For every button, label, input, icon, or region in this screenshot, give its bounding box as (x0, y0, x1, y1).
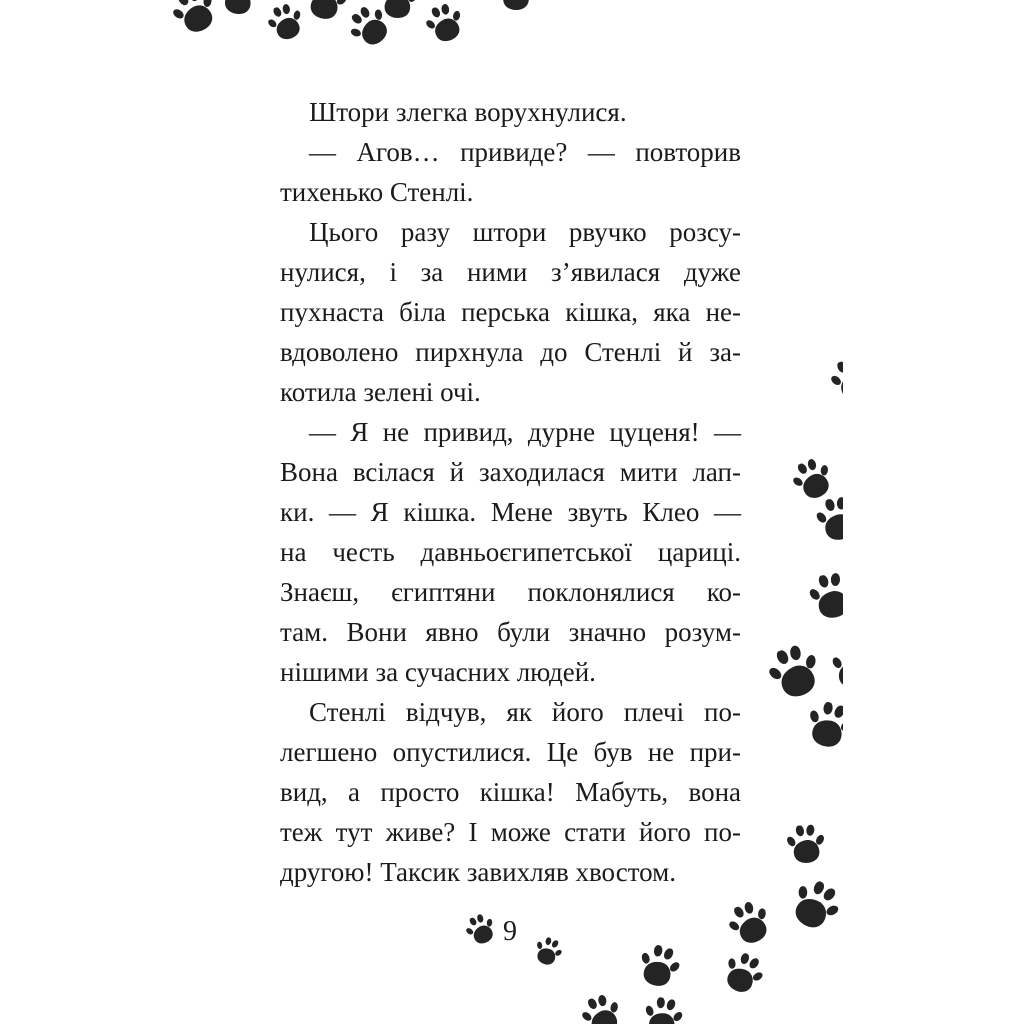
paw-print-icon (831, 646, 843, 690)
text-line: нішими за сучасних людей. (280, 657, 596, 687)
paw-print-icon (782, 873, 843, 939)
text-line: нулися, і за ними з’явилася дуже (280, 257, 741, 287)
text-line: Стенлі відчув, як його плечі по- (309, 697, 741, 727)
paw-print-icon (813, 495, 843, 546)
paw-print-icon (716, 947, 769, 1000)
paw-print-icon (633, 941, 684, 992)
text-line: другою! Таксик завихляв хвостом. (280, 857, 676, 887)
paw-print-icon (784, 823, 827, 866)
paw-print-icon (530, 934, 566, 970)
text-line: легшено опустилися. Це був не при- (280, 737, 741, 767)
paw-print-icon (825, 353, 843, 407)
text-line: Штори злегка ворухнулися. (309, 97, 627, 127)
paw-print-icon (576, 990, 627, 1024)
paw-print-icon (421, 0, 470, 48)
text-line: Цього разу штори рвучко розсу- (309, 217, 741, 247)
paw-print-icon (801, 698, 843, 754)
text-line: теж тут живе? І може стати його по- (280, 817, 741, 847)
paw-print-icon (640, 995, 686, 1024)
text-line: Вона всілася й заходилася мити лап- (280, 457, 741, 487)
text-line: ки. — Я кішка. Мене звуть Клео — (280, 497, 741, 527)
text-line: там. Вони явно були значно розум- (280, 617, 741, 647)
text-line: вид, а просто кішка! Мабуть, вона (280, 777, 741, 807)
text-line: — Агов… привиде? — повторив (309, 137, 741, 167)
paw-print-icon (805, 570, 843, 623)
text-line: пухнаста біла перська кішка, яка не- (280, 297, 741, 327)
page-number: 9 (503, 916, 517, 947)
text-line: на честь давньоєгипетської цариці. (280, 537, 741, 567)
paw-print-icon (166, 0, 224, 41)
text-line: Знаєш, єгиптяни поклонялися ко- (280, 577, 741, 607)
paw-print-icon (762, 640, 829, 707)
paw-print-icon (376, 0, 419, 22)
paw-print-icon (216, 0, 262, 19)
text-line: — Я не привид, дурне цуценя! — (309, 417, 741, 447)
text-line: вдоволено пирхнула до Стенлі й за- (280, 337, 741, 367)
text-line: тихенько Стенлі. (280, 177, 474, 207)
text-block (280, 92, 741, 892)
text-line: котила зелені очі. (280, 377, 481, 407)
paw-print-icon (496, 0, 536, 12)
paw-print-icon (722, 896, 778, 952)
